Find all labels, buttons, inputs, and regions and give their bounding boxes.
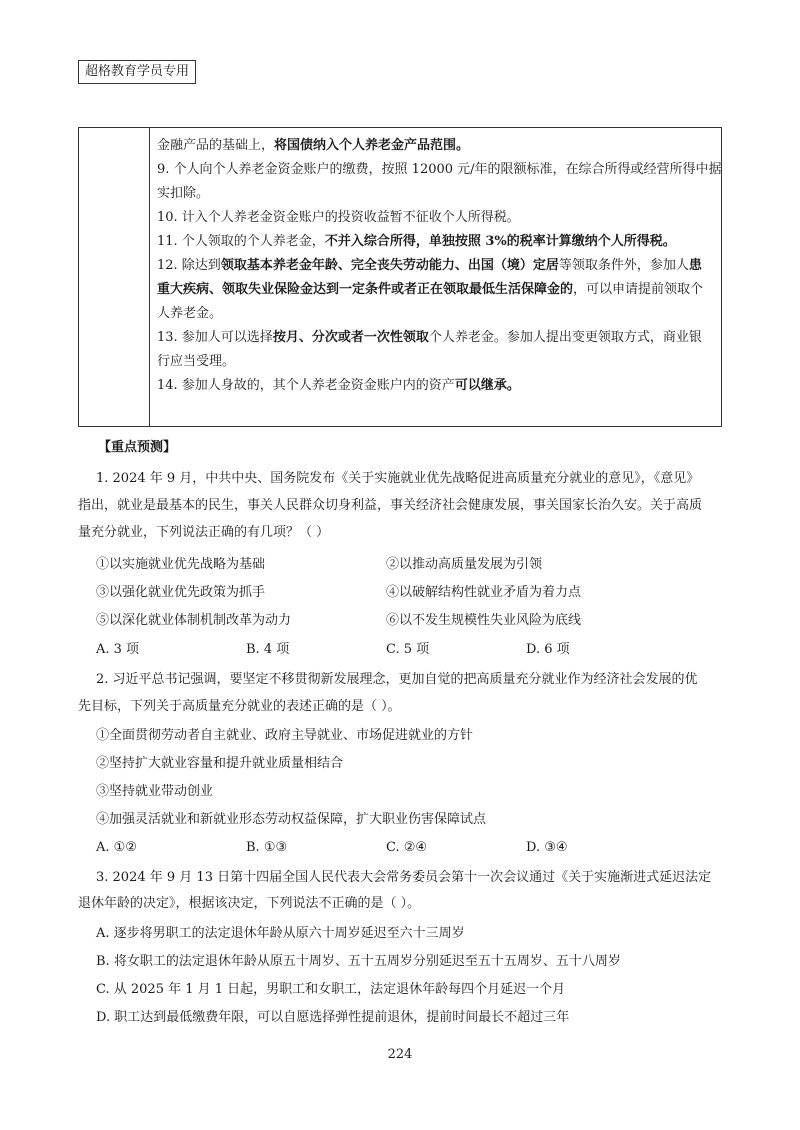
q1-item: ④以破解结构性就业矛盾为着力点 [386,585,582,600]
q2-choice-a: A. ①② [96,840,137,855]
text-run: 11. 个人领取的个人养老金， [157,234,325,249]
q2-item: ①全面贯彻劳动者自主就业、政府主导就业、市场促进就业的方针 [96,728,474,743]
text-run: 人养老金。 [157,306,223,321]
q1-stem-line: 量充分就业，下列说法正确的有几项？（ ） [78,525,330,540]
q1-choice-b: B. 4 项 [246,642,290,657]
text-run: 个人养老金。参加人提出变更领取方式，商业银 [428,330,702,345]
bold-text: 重大疾病、领取失业保险金达到一定条件或者正在领取最低生活保障金的 [157,282,574,297]
table-line [157,302,713,326]
table-line [157,278,713,302]
table-line [157,350,713,374]
q2-item: ④加强灵活就业和新就业形态劳动权益保障，扩大职业伤害保障试点 [96,812,487,827]
q2-item: ③坚持就业带动创业 [96,784,214,799]
text-run: 等领取条件外，参加人 [558,258,689,273]
q2-choice-b: B. ①③ [246,840,288,855]
text-run: ，可以申请提前领取个 [573,282,704,297]
table-line [157,182,713,206]
q1-stem-line: 指出，就业是最基本的民生，事关人民群众切身利益，事关经济社会健康发展，事关国家长治久安。关于高质 [78,498,703,513]
table-line [157,230,713,254]
text-run: 实扣除。 [157,186,210,201]
q3-choice-a: A. 逐步将男职工的法定退休年龄从原六十周岁延迟至六十三周岁 [96,926,465,941]
q2-stem-line: 2. 习近平总书记强调，要坚定不移贯彻新发展理念，更加自觉的把高质量充分就业作为经济社会发展的优 [96,672,698,687]
q1-item: ②以推动高质量发展为引领 [386,557,543,572]
bold-text: 按月、分次或者一次性领取 [272,330,429,345]
table-line [157,374,713,398]
q3-stem-line: 退休年龄的决定》，根据该决定，下列说法不正确的是（ ）。 [78,896,421,911]
text-run: 行应当受理。 [157,354,236,369]
q1-item: ⑤以深化就业体制机制改革为动力 [96,613,292,628]
text-run: 9. 个人向个人养老金资金账户的缴费，按照 12000 元/年的限额标准，在综合所得或经营所得中据 [157,162,722,177]
q3-choice-b: B. 将女职工的法定退休年龄从原五十周岁、五十五周岁分别延迟至五十五周岁、五十八周岁 [96,954,621,969]
table-line [157,326,713,350]
table-right-column [149,128,721,426]
page-number: 224 [387,1047,413,1062]
bold-text: 不并入综合所得，单独按照 3%的税率计算缴纳个人所得税。 [324,234,676,249]
q1-item: ③以强化就业优先政策为抓手 [96,585,266,600]
q1-item: ①以实施就业优先战略为基础 [96,557,266,572]
table-line [157,206,713,230]
text-run: 12. 除达到 [157,258,221,273]
q2-choice-c: C. ②④ [386,840,428,855]
q3-choice-c: C. 从 2025 年 1 月 1 日起，男职工和女职工，法定退休年龄每四个月延迟一个月 [96,982,566,997]
q1-choice-c: C. 5 项 [386,642,430,657]
q2-item: ②坚持扩大就业容量和提升就业质量相结合 [96,756,344,771]
text-run: 13. 参加人可以选择 [157,330,273,345]
bold-text: 领取基本养老金年龄、完全丧失劳动能力、出国（境）定居 [220,258,559,273]
bold-text: 可以继承。 [454,378,520,393]
q1-choice-d: D. 6 项 [526,642,570,657]
table-line [157,158,722,182]
policy-table [78,127,722,427]
q3-choice-d: D. 职工达到最低缴费年限，可以自愿选择弹性提前退休，提前时间最长不超过三年 [96,1010,570,1025]
bold-text: 将国债纳入个人养老金产品范围。 [274,138,470,153]
text-run: 10. 计入个人养老金资金账户的投资收益暂不征收个人所得税。 [157,210,520,225]
q1-stem-line: 1. 2024 年 9 月，中共中央、国务院发布《关于实施就业优先战略促进高质量充分就业的意见》，《意见》 [96,471,700,486]
table-line [157,134,713,158]
q2-choice-d: D. ③④ [526,840,568,855]
text-run: 14. 参加人身故的，其个人养老金资金账户内的资产 [157,378,455,393]
q1-choice-a: A. 3 项 [96,642,140,657]
table-line [157,254,713,278]
q3-stem-line: 3. 2024 年 9 月 13 日第十四届全国人民代表大会常务委员会第十一次会议通过《关于实施渐进式延迟法定 [96,870,712,885]
q2-stem-line: 先目标，下列关于高质量充分就业的表述正确的是（ ）。 [78,699,401,714]
q1-item: ⑥以不发生规模性失业风险为底线 [386,613,582,628]
bold-text: 患 [688,258,702,273]
header-stamp: 超格教育学员专用 [78,60,196,84]
table-left-column [79,128,150,426]
text-run: 金融产品的基础上， [157,138,275,153]
section-title: 【重点预测】 [98,440,177,455]
